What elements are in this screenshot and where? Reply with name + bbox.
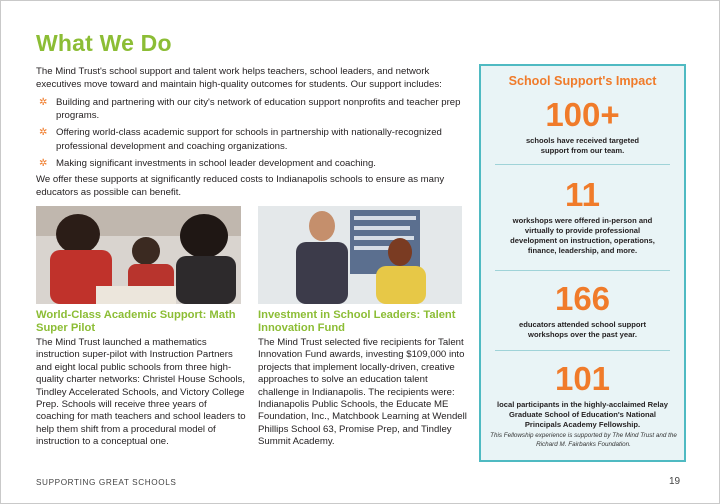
orange-star-icon: ✲ xyxy=(39,97,48,108)
list-item xyxy=(36,96,461,122)
orange-star-icon: ✲ xyxy=(39,127,48,139)
divider xyxy=(495,164,670,165)
innovation-fund-body: The Mind Trust selected five recipients for Talent Innovation Fund awards, investing $109,000 into projects that implement locally-driven, creative approaches to solve an education talent challenge in Indianapolis. The recipients were: Indianapolis Public Schools, the Educate ME Foundation, Inc., Matchbook Learning at Wendell Phillips School 63, Promise Prep, and Tindley Summit Academy. xyxy=(258,337,467,448)
stat-description: local participants in the highly-acclaimed Relay Graduate School of Education's National Principals Academy Fellowship. xyxy=(497,400,668,429)
list-item-text: Building and partnering with our city's network of education support nonprofits and teacher prep programs. xyxy=(56,97,461,122)
math-pilot-heading: World-Class Academic Support: Math Super Pilot xyxy=(36,309,236,334)
stat-number: 101 xyxy=(554,360,611,397)
divider xyxy=(495,270,670,271)
support-list xyxy=(36,96,461,174)
stat-block xyxy=(481,282,684,340)
math-pilot-body: The Mind Trust launched a mathematics instruction super-pilot with Instruction Partners and eight local public schools from three high-quality charter networks: Christel House Schools, Tindley Accelerated Schools, and Victory College Prep. Schools will receive three years of coaching for math teachers and school leaders to help them shift from a procedural model of instruction to a conceptual one. xyxy=(36,337,246,448)
orange-star-icon: ✲ xyxy=(39,157,48,169)
fellowship-note: This Fellowship experience is supported by The Mind Trust and the Richard M. Fairbanks Foundation. xyxy=(490,432,677,448)
school-leaders-photo xyxy=(258,206,462,304)
list-item xyxy=(36,157,461,170)
stat-description: educators attended school support workshops over the past year. xyxy=(519,320,646,339)
stat-block xyxy=(481,362,684,430)
list-item-text: Making significant investments in school leader development and coaching. xyxy=(56,157,376,169)
list-item-text: Offering world-class academic support for schools in partnership with nationally-recognized professional development and coaching organizations. xyxy=(56,127,442,152)
page-title: What We Do xyxy=(36,30,172,56)
stat-number: 166 xyxy=(554,280,611,317)
list-item xyxy=(36,126,461,152)
stat-block xyxy=(481,178,684,256)
innovation-fund-heading: Investment in School Leaders: Talent Innovation Fund xyxy=(258,309,456,334)
stat-number: 100+ xyxy=(545,96,620,133)
stat-description: workshops were offered in-person and virtually to provide professional development on instruction, operations, finance, leadership, and more. xyxy=(510,216,655,255)
impact-sidebar xyxy=(479,64,686,462)
page-number: 19 xyxy=(669,476,681,487)
stat-description: schools have received targeted support from our team. xyxy=(525,136,640,155)
stat-block xyxy=(481,98,684,156)
section-footer: SUPPORTING GREAT SCHOOLS xyxy=(36,478,177,487)
intro-paragraph: The Mind Trust's school support and talent work helps teachers, school leaders, and network executives move toward and maintain high-quality outcomes for students. Our support includes: xyxy=(36,66,442,91)
students-math-photo xyxy=(36,206,241,304)
divider xyxy=(495,350,670,351)
offer-paragraph: We offer these supports at significantly reduced costs to Indianapolis schools to ensure as many educators as possible can benefit. xyxy=(36,174,445,199)
sidebar-title: School Support's Impact xyxy=(508,74,657,88)
stat-number: 11 xyxy=(565,176,600,213)
